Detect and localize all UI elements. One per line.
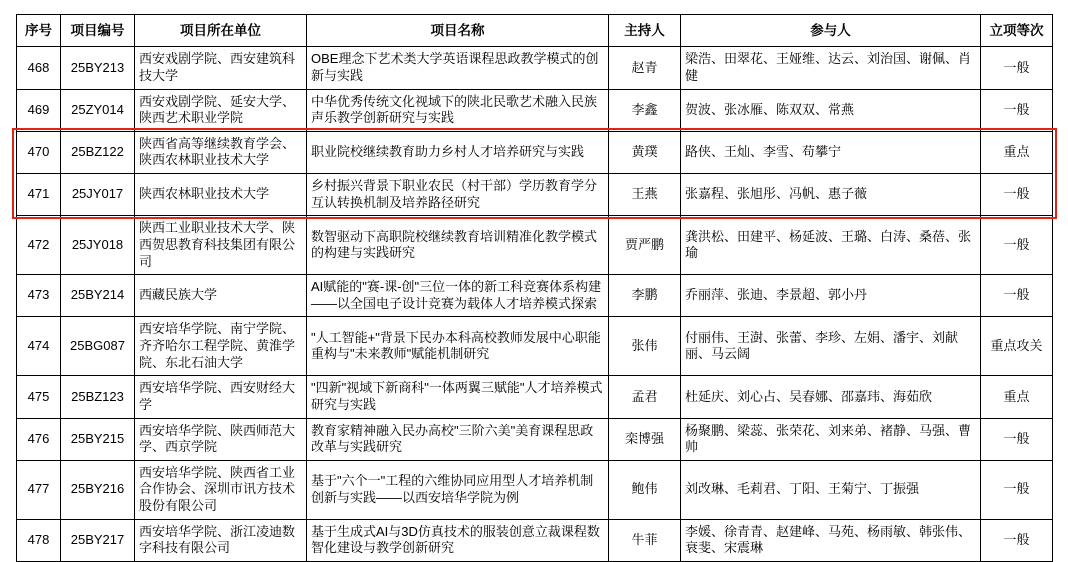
cell-code: 25BY214	[61, 275, 135, 317]
cell-title: "四新"视域下新商科"一体两翼三赋能"人才培养模式研究与实践	[307, 376, 609, 418]
cell-participants: 乔丽萍、张迪、李景超、郭小丹	[681, 275, 981, 317]
cell-unit: 陕西省高等继续教育学会、陕西农林职业技术大学	[135, 131, 307, 173]
cell-level: 一般	[981, 89, 1053, 131]
cell-level: 重点攻关	[981, 317, 1053, 376]
cell-title: 职业院校继续教育助力乡村人才培养研究与实践	[307, 131, 609, 173]
cell-unit: 西安培华学院、南宁学院、齐齐哈尔工程学院、黄淮学院、东北石油大学	[135, 317, 307, 376]
cell-host: 黄璞	[609, 131, 681, 173]
table-row	[17, 275, 1053, 317]
cell-seq: 471	[17, 174, 61, 216]
cell-unit: 西安戏剧学院、西安建筑科技大学	[135, 47, 307, 89]
table-row	[17, 460, 1053, 519]
cell-code: 25BY213	[61, 47, 135, 89]
column-header-code: 项目编号	[61, 15, 135, 47]
cell-level: 重点	[981, 376, 1053, 418]
cell-level: 一般	[981, 174, 1053, 216]
cell-unit: 陕西农林职业技术大学	[135, 174, 307, 216]
table-row	[17, 89, 1053, 131]
cell-seq: 473	[17, 275, 61, 317]
table-row	[17, 216, 1053, 275]
cell-participants: 刘改琳、毛莉君、丁阳、王菊宁、丁振强	[681, 460, 981, 519]
cell-seq: 468	[17, 47, 61, 89]
cell-participants: 付丽伟、王澍、张蕾、李珍、左娟、潘宇、刘献丽、马云阔	[681, 317, 981, 376]
cell-title: OBE理念下艺术类大学英语课程思政教学模式的创新与实践	[307, 47, 609, 89]
cell-seq: 474	[17, 317, 61, 376]
cell-unit: 西安培华学院、陕西师范大学、西京学院	[135, 418, 307, 460]
cell-code: 25JY018	[61, 216, 135, 275]
cell-unit: 西藏民族大学	[135, 275, 307, 317]
cell-code: 25JY017	[61, 174, 135, 216]
column-header-unit: 项目所在单位	[135, 15, 307, 47]
cell-title: "人工智能+"背景下民办本科高校教师发展中心职能重构与"未来教师"赋能机制研究	[307, 317, 609, 376]
cell-code: 25BG087	[61, 317, 135, 376]
cell-title: 基于"六个一"工程的六维协同应用型人才培养机制创新与实践——以西安培华学院为例	[307, 460, 609, 519]
column-header-seq: 序号	[17, 15, 61, 47]
project-table	[16, 14, 1053, 562]
cell-unit: 西安培华学院、浙江凌迪数字科技有限公司	[135, 519, 307, 561]
cell-host: 牛菲	[609, 519, 681, 561]
cell-title: 基于生成式AI与3D仿真技术的服装创意立裁课程数智化建设与教学创新研究	[307, 519, 609, 561]
cell-title: 乡村振兴背景下职业农民（村干部）学历教育学分互认转换机制及培养路径研究	[307, 174, 609, 216]
table-row	[17, 47, 1053, 89]
cell-level: 一般	[981, 418, 1053, 460]
table-body	[17, 47, 1053, 562]
cell-seq: 478	[17, 519, 61, 561]
cell-level: 一般	[981, 216, 1053, 275]
cell-host: 贾严鹏	[609, 216, 681, 275]
cell-host: 栾博强	[609, 418, 681, 460]
cell-level: 一般	[981, 275, 1053, 317]
cell-participants: 龚洪松、田建平、杨延波、王璐、白涛、桑蓓、张瑜	[681, 216, 981, 275]
column-header-level: 立项等次	[981, 15, 1053, 47]
column-header-participants: 参与人	[681, 15, 981, 47]
cell-title: 数智驱动下高职院校继续教育培训精准化教学模式的构建与实践研究	[307, 216, 609, 275]
cell-code: 25BY216	[61, 460, 135, 519]
table-header-row	[17, 15, 1053, 47]
cell-seq: 475	[17, 376, 61, 418]
cell-code: 25BZ123	[61, 376, 135, 418]
column-header-host: 主持人	[609, 15, 681, 47]
cell-host: 张伟	[609, 317, 681, 376]
cell-host: 赵青	[609, 47, 681, 89]
table-row	[17, 418, 1053, 460]
cell-code: 25BZ122	[61, 131, 135, 173]
cell-unit: 西安培华学院、西安财经大学	[135, 376, 307, 418]
cell-level: 重点	[981, 131, 1053, 173]
cell-level: 一般	[981, 519, 1053, 561]
cell-seq: 469	[17, 89, 61, 131]
table-row	[17, 376, 1053, 418]
cell-participants: 贺波、张冰雁、陈双双、常燕	[681, 89, 981, 131]
cell-code: 25BY215	[61, 418, 135, 460]
cell-participants: 梁浩、田翠花、王娅维、达云、刘治国、谢佩、肖健	[681, 47, 981, 89]
cell-host: 鲍伟	[609, 460, 681, 519]
table-row	[17, 519, 1053, 561]
cell-code: 25ZY014	[61, 89, 135, 131]
table-row	[17, 131, 1053, 173]
cell-participants: 李媛、徐青青、赵建峰、马苑、杨雨敏、韩张伟、衰斐、宋震琳	[681, 519, 981, 561]
cell-participants: 杜延庆、刘心占、吴春娜、邵嘉玮、海茹欣	[681, 376, 981, 418]
cell-seq: 477	[17, 460, 61, 519]
cell-title: AI赋能的"赛-课-创"三位一体的新工科竞赛体系构建——以全国电子设计竞赛为载体人才培养模式探索	[307, 275, 609, 317]
cell-title: 中华优秀传统文化视域下的陕北民歌艺术融入民族声乐教学创新研究与实践	[307, 89, 609, 131]
cell-host: 李鑫	[609, 89, 681, 131]
table-row	[17, 317, 1053, 376]
cell-host: 孟君	[609, 376, 681, 418]
cell-unit: 西安戏剧学院、延安大学、陕西艺术职业学院	[135, 89, 307, 131]
table-row	[17, 174, 1053, 216]
column-header-title: 项目名称	[307, 15, 609, 47]
cell-unit: 陕西工业职业技术大学、陕西贺思教育科技集团有限公司	[135, 216, 307, 275]
cell-unit: 西安培华学院、陕西省工业合作协会、深圳市讯方技术股份有限公司	[135, 460, 307, 519]
cell-host: 王燕	[609, 174, 681, 216]
cell-host: 李鹏	[609, 275, 681, 317]
cell-seq: 472	[17, 216, 61, 275]
cell-participants: 杨聚鹏、梁蕊、张荣花、刘来弟、褚静、马强、曹帅	[681, 418, 981, 460]
cell-participants: 路侠、王灿、李雪、苟攀宁	[681, 131, 981, 173]
cell-level: 一般	[981, 47, 1053, 89]
cell-seq: 470	[17, 131, 61, 173]
cell-level: 一般	[981, 460, 1053, 519]
cell-seq: 476	[17, 418, 61, 460]
table-header	[17, 15, 1053, 47]
cell-code: 25BY217	[61, 519, 135, 561]
cell-title: 教育家精神融入民办高校"三阶六美"美育课程思政改革与实践研究	[307, 418, 609, 460]
cell-participants: 张嘉程、张旭彤、冯帆、惠子薇	[681, 174, 981, 216]
